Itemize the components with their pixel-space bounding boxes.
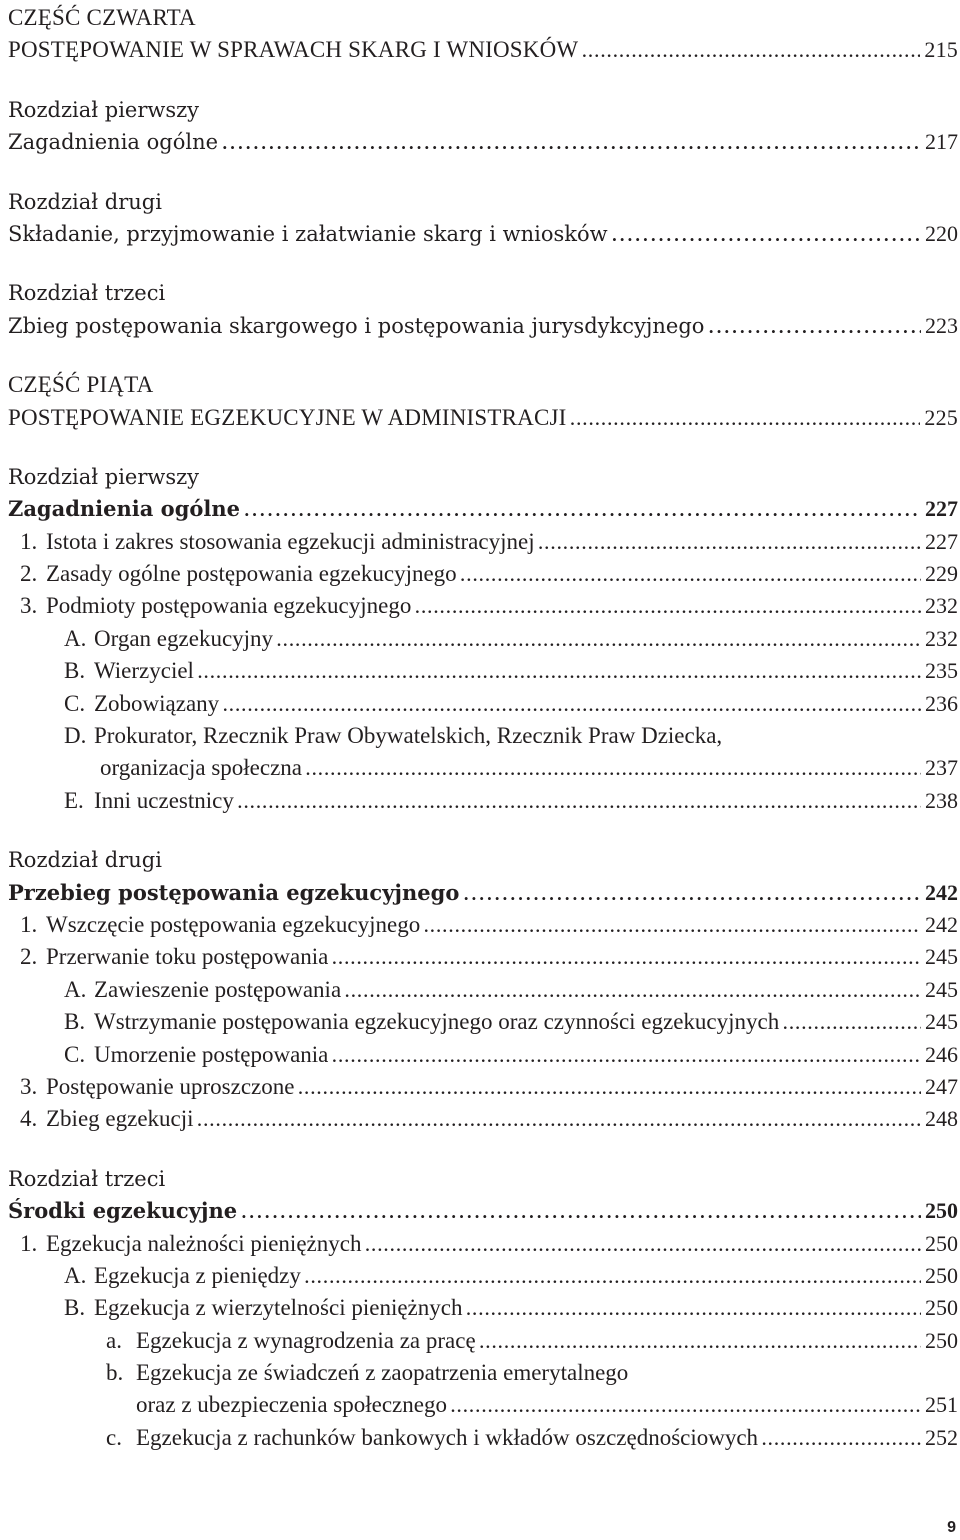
dot-leader (238, 788, 921, 820)
toc-entry-number: b. (106, 1360, 124, 1386)
section-spacer (8, 159, 958, 186)
toc-entry (8, 493, 958, 525)
toc-entry (8, 720, 958, 752)
toc-entry-page: 232 (925, 625, 958, 651)
toc-entry-number: A. (64, 1262, 87, 1288)
dot-leader (708, 312, 921, 344)
toc-entry-page: 235 (925, 658, 958, 684)
toc-entry-title: Zasady ogólne postępowania egzekucyjnego (46, 561, 457, 587)
toc-entry (8, 186, 958, 218)
toc-entry-title: Rozdział trzeci (8, 1166, 166, 1191)
toc-entry-page: 237 (925, 755, 958, 781)
toc-entry-number: 1. (20, 911, 38, 937)
toc-entry-page: 229 (925, 561, 958, 587)
toc-entry-title: CZĘŚĆ CZWARTA (8, 5, 196, 30)
toc-entry-page: 245 (925, 944, 958, 970)
dot-leader (345, 977, 921, 1009)
toc-entry-number: C. (64, 1041, 86, 1067)
dot-leader (306, 755, 921, 787)
toc-entry-page: 251 (925, 1392, 958, 1418)
toc-entry-number: A. (64, 625, 87, 651)
dot-leader (539, 529, 921, 561)
toc-entry-number: 2. (20, 944, 38, 970)
toc-entry-title: Egzekucja z wierzytelności pieniężnych (94, 1295, 463, 1321)
toc-entry-title: POSTĘPOWANIE W SPRAWACH SKARG I WNIOSKÓW (8, 37, 579, 63)
section-spacer (8, 817, 958, 844)
toc-entry-number: B. (64, 658, 86, 684)
toc-entry-page: 250 (925, 1198, 958, 1224)
toc-entry-number: B. (64, 1009, 86, 1035)
toc-entry-title: Zawieszenie postępowania (94, 976, 342, 1002)
dot-leader (463, 879, 921, 911)
toc-entry (8, 688, 958, 720)
toc-entry (8, 277, 958, 309)
toc-entry-page: 250 (925, 1327, 958, 1353)
toc-entry (8, 1389, 958, 1421)
toc-entry-number: a. (106, 1327, 122, 1353)
toc-entry-page: 223 (925, 312, 958, 338)
dot-leader (332, 1042, 921, 1074)
toc-entry-title: Wstrzymanie postępowania egzekucyjnego oraz czynności egzekucyjnych (94, 1009, 780, 1035)
toc-entry-number: 1. (20, 1230, 38, 1256)
toc-entry-title: Rozdział pierwszy (8, 464, 200, 489)
toc-entry (8, 1039, 958, 1071)
toc-entry-title: Zbieg egzekucji (46, 1106, 194, 1132)
dot-leader (305, 1263, 921, 1295)
toc-entry-page: 215 (924, 37, 958, 63)
toc-entry (8, 974, 958, 1006)
toc-entry-page: 245 (925, 976, 958, 1002)
toc-entry (8, 1292, 958, 1324)
toc-entry (8, 844, 958, 876)
toc-entry-title: Egzekucja z wynagrodzenia za pracę (136, 1327, 476, 1353)
toc-entry (8, 310, 958, 342)
toc-entry (8, 1103, 958, 1135)
dot-leader (198, 658, 921, 690)
section-spacer (8, 250, 958, 277)
toc-entry-title: Podmioty postępowania egzekucyjnego (46, 593, 412, 619)
toc-entry (8, 1006, 958, 1038)
toc-entry-title: Egzekucja z pieniędzy (94, 1262, 301, 1288)
dot-leader (277, 626, 921, 658)
toc-entry (8, 1195, 958, 1227)
toc-entry (8, 2, 958, 34)
toc-entry-page: 245 (925, 1009, 958, 1035)
dot-leader (461, 561, 921, 593)
toc-entry-title: Egzekucja ze świadczeń z zaopatrzenia emerytalnego (136, 1360, 629, 1386)
toc-entry-number: E. (64, 787, 84, 813)
toc-entry (8, 1228, 958, 1260)
dot-leader (244, 495, 921, 527)
section-spacer (8, 342, 958, 369)
dot-leader (241, 1197, 921, 1229)
dot-leader (298, 1074, 921, 1106)
dot-leader (223, 691, 921, 723)
toc-entry-title: Zobowiązany (94, 690, 220, 716)
toc-entry (8, 655, 958, 687)
dot-leader (198, 1106, 921, 1138)
toc-entry-number: A. (64, 976, 87, 1002)
toc-entry-title: Egzekucja z rachunków bankowych i wkładów oszczędnościowych (136, 1424, 759, 1450)
toc-entry (8, 1071, 958, 1103)
toc-entry-page: 247 (925, 1073, 958, 1099)
toc-entry-page: 220 (925, 220, 958, 246)
toc-entry-number: 3. (20, 593, 38, 619)
dot-leader (480, 1328, 921, 1360)
toc-entry-title: Wierzyciel (94, 658, 194, 684)
toc-entry-title: Środki egzekucyjne (8, 1198, 238, 1224)
section-spacer (8, 67, 958, 94)
toc-entry-page: 232 (925, 593, 958, 619)
toc-entry (8, 1357, 958, 1389)
toc-entry-title: CZĘŚĆ PIĄTA (8, 372, 154, 398)
toc-entry (8, 402, 958, 434)
toc-entry-page: 250 (925, 1295, 958, 1321)
toc-entry-number: D. (64, 723, 87, 749)
toc-entry-title: Inni uczestnicy (94, 787, 234, 813)
toc-entry-title: Składanie, przyjmowanie i załatwianie skarg i wniosków (8, 221, 608, 246)
toc-entry (8, 369, 958, 401)
toc-entry (8, 909, 958, 941)
toc-entry-title: POSTĘPOWANIE EGZEKUCYJNE W ADMINISTRACJI (8, 404, 567, 430)
toc-entry-title: Zbieg postępowania skargowego i postępowania jurysdykcyjnego (8, 313, 705, 338)
toc-entry (8, 1325, 958, 1357)
toc-entry (8, 218, 958, 250)
toc-entry-page: 250 (925, 1230, 958, 1256)
toc-entry-title: Rozdział drugi (8, 848, 162, 873)
toc-entry-title: organizacja społeczna (100, 755, 302, 781)
toc-entry (8, 34, 958, 66)
toc-entry-title: Rozdział pierwszy (8, 97, 200, 122)
dot-leader (365, 1231, 921, 1263)
dot-leader (415, 593, 921, 625)
dot-leader (222, 128, 921, 160)
toc-entry (8, 1163, 958, 1195)
toc-entry-page: 227 (925, 528, 958, 554)
toc-entry (8, 752, 958, 784)
toc-entry (8, 623, 958, 655)
toc-entry (8, 558, 958, 590)
dot-leader (783, 1009, 921, 1041)
toc-entry-title: Przebieg postępowania egzekucyjnego (8, 879, 460, 905)
toc-entry-page: 248 (925, 1106, 958, 1132)
page-number: 9 (947, 1519, 956, 1536)
table-of-contents (8, 2, 958, 1454)
dot-leader (762, 1425, 921, 1457)
toc-entry-number: 3. (20, 1073, 38, 1099)
toc-entry (8, 1260, 958, 1292)
toc-entry (8, 526, 958, 558)
toc-entry (8, 1422, 958, 1454)
toc-entry-number: B. (64, 1295, 86, 1321)
toc-entry-title: Istota i zakres stosowania egzekucji administracyjnej (46, 528, 535, 554)
toc-entry-page: 227 (925, 496, 958, 522)
toc-entry-page: 250 (925, 1262, 958, 1288)
dot-leader (466, 1295, 921, 1327)
toc-entry (8, 785, 958, 817)
toc-entry-title: Zagadnienia ogólne (8, 496, 240, 522)
toc-entry-title: Rozdział trzeci (8, 281, 166, 306)
toc-entry-page: 242 (925, 911, 958, 937)
toc-entry-title: Rozdział drugi (8, 189, 162, 214)
dot-leader (451, 1392, 921, 1424)
toc-entry (8, 461, 958, 493)
toc-entry-page: 238 (925, 787, 958, 813)
toc-entry-title: Organ egzekucyjny (94, 625, 274, 651)
dot-leader (424, 912, 921, 944)
dot-leader (612, 220, 921, 252)
toc-entry-page: 236 (925, 690, 958, 716)
dot-leader (571, 405, 921, 437)
toc-entry-page: 242 (925, 879, 958, 905)
section-spacer (8, 1136, 958, 1163)
toc-entry-number: 1. (20, 528, 38, 554)
dot-leader (332, 944, 921, 976)
toc-entry (8, 941, 958, 973)
toc-entry-page: 246 (925, 1041, 958, 1067)
toc-entry-page: 217 (925, 129, 958, 155)
dot-leader (582, 37, 920, 69)
toc-entry-number: 4. (20, 1106, 38, 1132)
toc-entry (8, 590, 958, 622)
toc-entry-number: C. (64, 690, 86, 716)
toc-entry-title: Przerwanie toku postępowania (46, 944, 329, 970)
toc-entry (8, 94, 958, 126)
toc-entry-title: Postępowanie uproszczone (46, 1073, 295, 1099)
toc-entry (8, 126, 958, 158)
toc-entry-title: oraz z ubezpieczenia społecznego (136, 1392, 447, 1418)
toc-entry-title: Prokurator, Rzecznik Praw Obywatelskich, Rzecznik Praw Dziecka, (94, 723, 723, 749)
section-spacer (8, 434, 958, 461)
toc-entry-title: Wszczęcie postępowania egzekucyjnego (46, 911, 421, 937)
toc-entry-title: Egzekucja należności pieniężnych (46, 1230, 362, 1256)
toc-entry-page: 225 (924, 404, 958, 430)
toc-entry (8, 877, 958, 909)
toc-entry-number: 2. (20, 561, 38, 587)
toc-entry-number: c. (106, 1424, 122, 1450)
toc-entry-title: Umorzenie postępowania (94, 1041, 329, 1067)
toc-entry-title: Zagadnienia ogólne (8, 130, 219, 155)
toc-entry-page: 252 (925, 1424, 958, 1450)
